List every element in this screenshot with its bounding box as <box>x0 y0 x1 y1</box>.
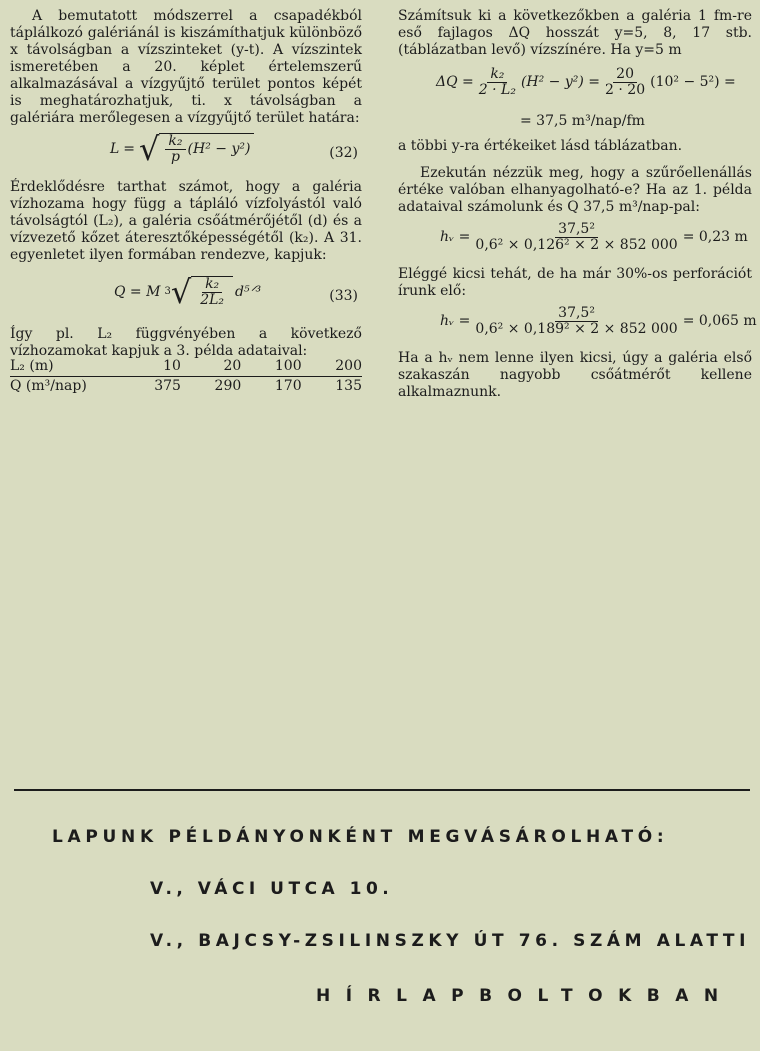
table-cell: 170 <box>274 378 302 394</box>
eq33-radical: 3 √ $\frac{\text{k₂}}{\text{2L₂}}$ <box>164 276 233 308</box>
ad-line-1: LAPUNK PÉLDÁNYONKÉNT MEGVÁSÁROLHATÓ: <box>52 827 669 847</box>
table-label-q: Q (m³/nap) <box>10 378 87 394</box>
eqa-result: = 37,5 m³/nap/fm <box>520 113 645 129</box>
equation-hv-1 <box>398 222 752 260</box>
eq32-tail: (H² − y²) <box>187 141 251 157</box>
eqa-num1: k₂ <box>487 67 507 83</box>
table-cell: 10 <box>121 357 181 377</box>
ad-line-4: HÍRLAPBOLTOKBAN <box>316 986 734 1006</box>
table-cell: 290 <box>214 378 242 394</box>
eqc-result: = 0,065 m <box>682 313 757 329</box>
eqb-lhs: hᵥ = <box>440 229 471 245</box>
equation-delta-q <box>398 67 752 105</box>
eqa-num2: 20 <box>613 67 637 83</box>
table-cell: 200 <box>302 357 362 377</box>
eqb-num: 37,5² <box>555 222 598 238</box>
eqa-tail: (10² − 5²) = <box>650 74 736 90</box>
left-column <box>10 8 362 360</box>
table-label-l2: L₂ (m) <box>10 357 121 377</box>
eq32-lhs: L <box>110 140 120 157</box>
eq32-numerator: k₂ <box>165 134 185 150</box>
left-paragraph-1: A bemutatott módszerrel a csapadékból táplálkozó galériánál is kiszámíthatjuk különböző x távolságban a vízszinteket (y-t). A vízszintek ismeretében a 20. képlet értelemszerű alkalmazásával a vízgyűjtő terület pontos képét is meghatározhatjuk, ti. x távolságban a galériára merőlegesen a vízgyűjtő terület határa: <box>10 8 362 126</box>
eqa-den2: 2 · 20 <box>605 82 646 98</box>
ad-line-3: V., BAJCSY-ZSILINSZKY ÚT 76. SZÁM ALATTI <box>150 931 751 951</box>
table-cell: 100 <box>241 357 301 377</box>
table-cell: 375 <box>154 378 181 394</box>
eq33-tail: d⁵ᐟ³ <box>235 283 262 300</box>
equation-hv-2 <box>398 305 757 344</box>
left-paragraph-3: Így pl. L₂ függvényében a következő vízhozamokat kapjuk a 3. példa adataival: <box>10 326 362 359</box>
table-cell: 135 <box>335 378 362 394</box>
table-row <box>10 357 362 377</box>
right-paragraph-1: Számítsuk ki a következőkben a galéria 1 fm-re eső fajlagos ΔQ hosszát y=5, 8, 17 stb. (táblázatban levő) vízszínére. Ha y=5 m <box>398 8 752 58</box>
eq32-radical: √ $\frac{\text{k₂}}{p}$ (H² − y²) <box>139 133 254 165</box>
right-paragraph-2: a többi y-ra értékeiket lásd táblázatban. <box>398 138 683 154</box>
eqc-num: 37,5² <box>555 306 598 322</box>
equation-32: L = √ $\frac{\text{k₂}}{p}$ (H² − y²) (32) <box>110 130 358 168</box>
eq33-number: (33) <box>329 288 358 304</box>
equation-33 <box>10 272 362 320</box>
right-column <box>398 8 757 401</box>
ad-line-2: V., VÁCI UTCA 10. <box>150 879 394 899</box>
eq32-denominator: p <box>170 149 180 165</box>
right-paragraph-5: Ha a hᵥ nem lenne ilyen kicsi, úgy a galéria első szakaszán nagyobb csőátmérőt kellene alkalmaznunk. <box>398 350 752 400</box>
right-paragraph-3: Ezekután nézzük meg, hogy a szűrőellenállás értéke valóban elhanyagolható-e? Ha az 1. példa adataival számolunk és Q 37,5 m³/nap-pal: <box>398 165 752 215</box>
eqa-lhs: ΔQ = <box>436 74 474 90</box>
eq33-lhs: Q = M <box>114 283 161 300</box>
eqa-den1: 2 · L₂ <box>478 82 516 98</box>
eq33-numerator: k₂ <box>202 277 222 293</box>
left-paragraph-2: Érdeklődésre tarthat számot, hogy a galéria vízhozama hogy függ a tápláló vízfolyástól való távolságtól (L₂), a galéria csőátmérőjétől (d) és a vízvezető kőzet áteresztőképességétől (k₂). A 31. egyenletet ilyen formában rendezve, kapjuk: <box>10 179 362 263</box>
table-cell: 20 <box>181 357 241 377</box>
eqa-mid: (H² − y²) = <box>520 74 601 90</box>
eq32-number: (32) <box>329 145 358 161</box>
eqc-lhs: hᵥ = <box>440 313 471 329</box>
discharge-table <box>10 357 362 396</box>
table-row <box>10 377 362 397</box>
section-divider <box>14 789 750 791</box>
eqb-result: = 0,23 m <box>682 229 748 245</box>
eq33-denominator: 2L₂ <box>200 292 225 308</box>
eqb-den: 0,6² × 0,126² × 2 × 852 000 <box>475 237 678 253</box>
right-paragraph-4: Eléggé kicsi tehát, de ha már 30%-os perforációt írunk elő: <box>398 266 752 299</box>
eqc-den: 0,6² × 0,189² × 2 × 852 000 <box>475 321 678 337</box>
